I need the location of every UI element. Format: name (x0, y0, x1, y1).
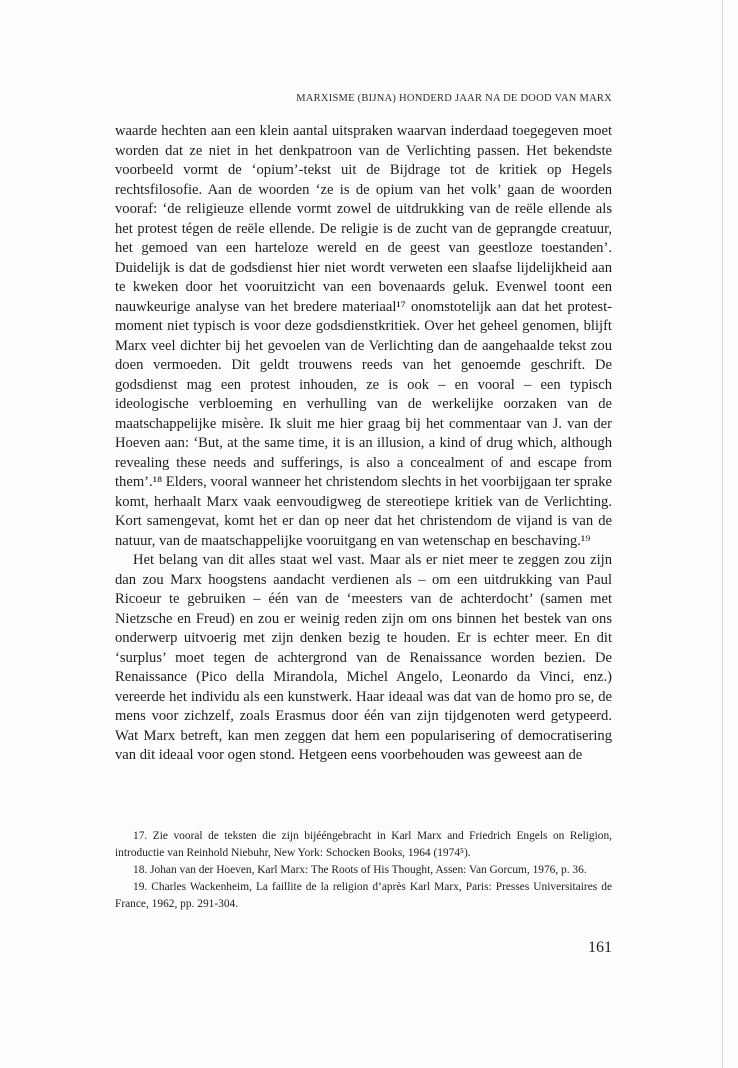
running-head: MARXISME (BIJNA) HONDERD JAAR NA DE DOOD VAN MARX (296, 93, 612, 104)
footnote-18: 18. Johan van der Hoeven, Karl Marx: The Roots of His Thought, Assen: Van Gorcum, 1976, p. 36. (133, 864, 587, 876)
page-edge-line (722, 0, 723, 1068)
paragraph-1: waarde hechten aan een klein aantal uitspraken waarvan inderdaad toegegeven moet worden dat ze niet in het denkpatroon van de Verlichting passen. Het bekendste voorbeeld vormt de ‘opium’-tekst uit de Bijdrage tot de kritiek op Hegels rechtsfilosofie. Aan de woorden ‘ze is de opium van het volk’ gaan de woorden vooraf: ‘de religieuze ellende vormt zowel de uitdrukking van de reële ellende als het protest tégen de reële ellende. De religie is de zucht van de geprangde creatuur, het gemoed van een harteloze wereld en de geest van geestloze toestanden’. Duidelijk is dat de godsdienst hier niet wordt verweten een slaafse lijdelijkheid aan te kweken door het vooruitzicht van een bovenaards geluk. Evenwel toont een nauwkeurige analyse van het bredere materiaal¹⁷ onomstotelijk aan dat het protest-moment niet typisch is voor deze godsdienstkritiek. Over het geheel genomen, blijft Marx veel dichter bij het gevoelen van de Verlichting dan de aangehaalde tekst zou doen vermoeden. Dit geldt trouwens reeds van het genoemde geschrift. De godsdienst mag een protest inhouden, ze is ook – en vooral – een typisch ideologische verbloeming en verhulling van de werkelijke oorzaken van de maatschappelijke misère. Ik sluit me hier graag bij het commentaar van J. van der Hoeven aan: ‘But, at the same time, it is an illusion, a kind of drug which, although revealing these needs and sufferings, is also a concealment of and escape from them’.¹⁸ Elders, vooral wanneer het christendom slechts in het voorbijgaan ter sprake komt, herhaalt Marx vaak eenvoudigweg de stereotiepe kritiek van de Verlichting. Kort samengevat, komt het er dan op neer dat het christendom de vijand is van de natuur, van de maatschappelijke vooruitgang en van wetenschap en beschaving.¹⁹ (115, 123, 612, 549)
page-number: 161 (588, 939, 612, 956)
body-text (115, 122, 612, 766)
footnote-17: 17. Zie vooral de teksten die zijn bijééngebracht in Karl Marx and Friedrich Engels on Religion, introductie van Reinhold Niebuhr, New York: Schocken Books, 1964 (1974⁵). (115, 830, 612, 859)
paragraph-2: Het belang van dit alles staat wel vast. Maar als er niet meer te zeggen zou zijn dan zou Marx hoogstens aandacht verdienen als – om een uitdrukking van Paul Ricoeur te gebruiken – één van de ‘meesters van de achterdocht’ (samen met Nietzsche en Freud) en zou er weinig reden zijn om ons binnen het bestek van ons onderwerp uitvoerig met zijn denken bezig te houden. Er is echter meer. En dit ‘surplus’ moet tegen de achtergrond van de Renaissance worden bezien. De Renaissance (Pico della Mirandola, Michel Angelo, Leonardo da Vinci, enz.) vereerde het individu als een kunstwerk. Haar ideaal was dat van de homo pro se, de mens voor zichzelf, zoals Erasmus door één van zijn tijdgenoten werd getypeerd. Wat Marx betreft, kan men zeggen dat hem een popularisering of democratisering van dit ideaal voor ogen stond. Hetgeen eens voorbehouden was geweest aan de (115, 552, 612, 763)
footnote-19: 19. Charles Wackenheim, La faillite de la religion d’après Karl Marx, Paris: Presses Universitaires de France, 1962, pp. 291-304. (115, 881, 612, 910)
footnotes (115, 828, 612, 913)
